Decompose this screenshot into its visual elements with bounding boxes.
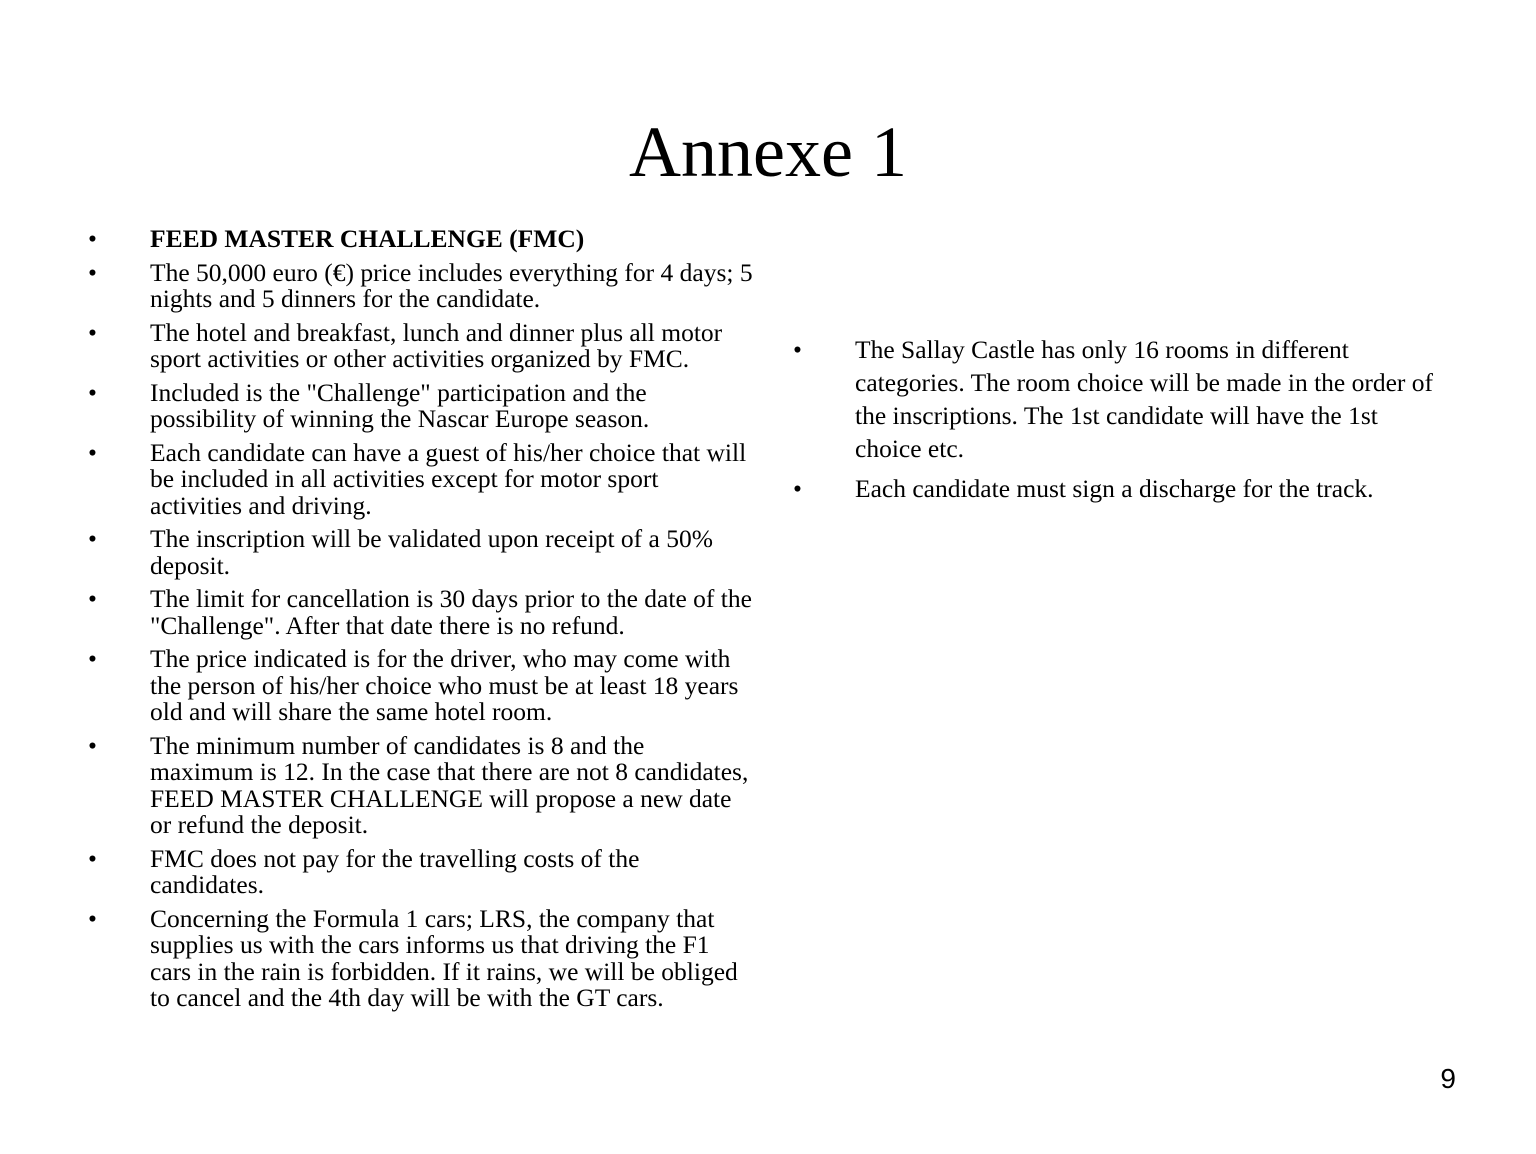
bullet-dot: • — [793, 474, 802, 503]
bullet-dot: • — [88, 903, 97, 933]
bullet-item-candidates — [88, 730, 754, 839]
bullet-item-travel-costs — [88, 843, 754, 899]
bullet-text: The minimum number of candidates is 8 and the maximum is 12. In the case that there are not 8 candidates, FEED MASTER CHALLENGE will propose a new date or refund the deposit. — [150, 730, 749, 839]
right-bullet-list — [793, 333, 1443, 512]
bullet-item-discharge — [793, 472, 1443, 505]
slide-title: Annexe 1 — [629, 112, 907, 192]
bullet-text: Each candidate can have a guest of his/her choice that will be included in all activities except for motor sport activities and driving. — [150, 437, 747, 520]
bullet-item-cancellation — [88, 586, 754, 639]
bullet-dot: • — [88, 377, 97, 407]
bullet-text: The Sallay Castle has only 16 rooms in different categories. The room choice will be made in the order of the inscriptions. The 1st candidate will have the 1st choice etc. — [855, 335, 1434, 463]
page-number: 9 — [1440, 1063, 1456, 1094]
bullet-text: Each candidate must sign a discharge for the track. — [855, 474, 1374, 503]
bullet-text: FMC does not pay for the travelling costs of the candidates. — [150, 843, 640, 899]
bullet-dot: • — [88, 524, 97, 553]
bullet-item-guest — [88, 437, 754, 520]
bullet-dot: • — [793, 335, 802, 364]
bullet-dot: • — [88, 843, 97, 873]
bullet-item-fmc-heading — [88, 226, 754, 253]
bullet-text: The limit for cancellation is 30 days prior to the date of the "Challenge". After that date there is no refund. — [150, 584, 752, 640]
bullet-item-castle — [793, 333, 1443, 465]
bullet-item-hotel — [88, 317, 754, 373]
bullet-text: Included is the "Challenge" participation and the possibility of winning the Nascar Europe season. — [150, 377, 650, 433]
bullet-dot: • — [88, 317, 97, 347]
bullet-text: FEED MASTER CHALLENGE (FMC) — [150, 224, 585, 253]
bullet-item-challenge — [88, 377, 754, 433]
left-bullet-list — [88, 226, 754, 1019]
bullet-text: The 50,000 euro (€) price includes everything for 4 days; 5 nights and 5 dinners for the candidate. — [150, 257, 753, 313]
bullet-item-price — [88, 257, 754, 313]
bullet-dot: • — [88, 257, 97, 287]
bullet-text: Concerning the Formula 1 cars; LRS, the company that supplies us with the cars informs us that driving the F1 cars in the rain is forbidden. If it rains, we will be obliged to cancel and the 4th day will be with the GT cars. — [150, 903, 738, 1012]
bullet-item-formula1 — [88, 903, 754, 1012]
bullet-item-deposit — [88, 526, 754, 579]
bullet-text: The hotel and breakfast, lunch and dinner plus all motor sport activities or other activities organized by FMC. — [150, 317, 723, 373]
bullet-dot: • — [88, 730, 97, 760]
bullet-item-driver-price — [88, 646, 754, 726]
bullet-text: The price indicated is for the driver, who may come with the person of his/her choice who must be at least 18 years old and will share the same hotel room. — [150, 644, 739, 726]
bullet-dot: • — [88, 644, 97, 673]
bullet-text: The inscription will be validated upon receipt of a 50% deposit. — [150, 524, 713, 580]
bullet-dot: • — [88, 437, 97, 467]
bullet-dot: • — [88, 224, 97, 253]
bullet-dot: • — [88, 584, 97, 613]
